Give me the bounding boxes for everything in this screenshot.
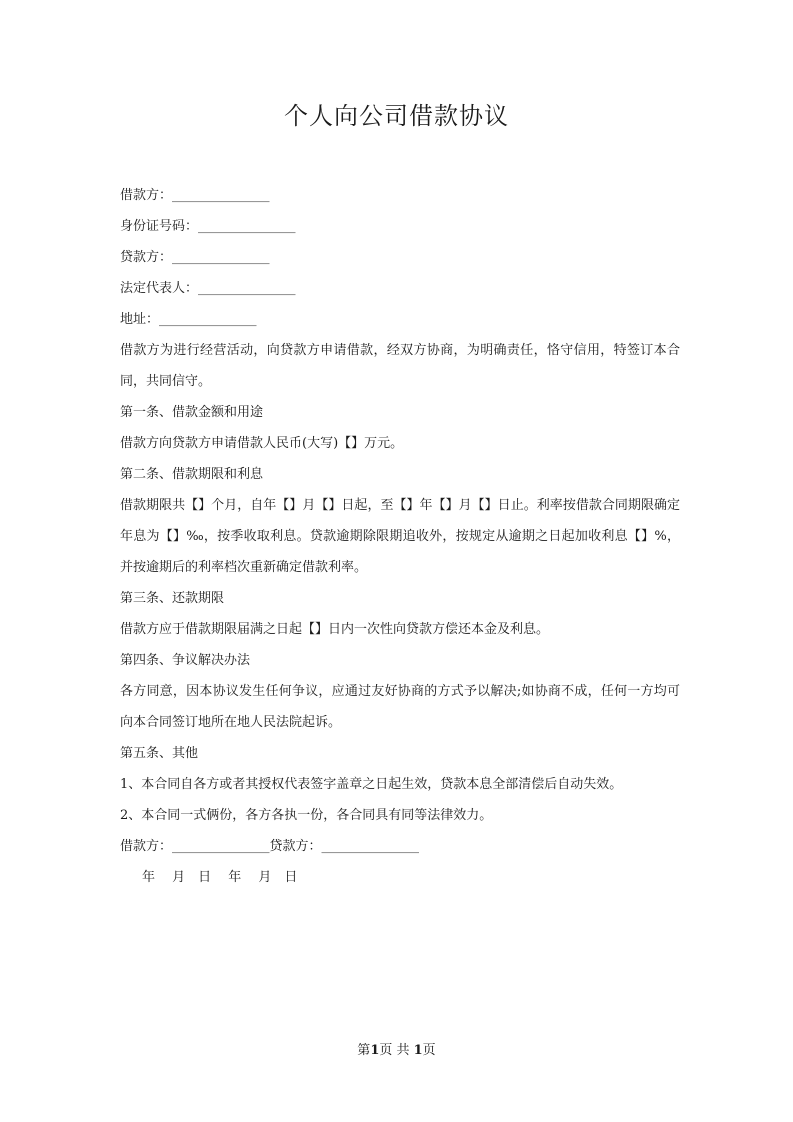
article-5-clause-2: 2、本合同一式俩份，各方各执一份，各合同具有同等法律效力。 <box>120 808 493 823</box>
address-field: 地址：_______________ <box>120 312 257 327</box>
article-5-heading: 第五条、其他 <box>120 746 199 761</box>
footer-prefix: 第 <box>357 1043 371 1058</box>
current-page-number: 1 <box>370 1043 380 1058</box>
id-number-field: 身份证号码：_______________ <box>120 219 296 234</box>
preamble-paragraph: 借款方为进行经营活动，向贷款方申请借款，经双方协商，为明确责任，恪守信用，特签订本合同，共同信守。 <box>120 343 680 389</box>
legal-representative-field: 法定代表人：_______________ <box>120 281 296 296</box>
borrower-field: 借款方：_______________ <box>120 188 270 203</box>
article-4-heading: 第四条、争议解决办法 <box>120 653 251 668</box>
lender-field: 贷款方：_______________ <box>120 250 270 265</box>
article-2-text: 借款期限共【】个月，自年【】月【】日起，至【】年【】月【】日止。利率按借款合同期限确定年息为【】‰，按季收取利息。贷款逾期除限期追收外，按规定从逾期之日起加收利息【】%，并按逾期后的利率档次重新确定借款利率。 <box>120 498 680 575</box>
footer-mid: 页 共 <box>379 1043 414 1058</box>
article-3-text: 借款方应于借款期限届满之日起【】日内一次性向贷款方偿还本金及利息。 <box>120 622 550 637</box>
date-line: 年 月 日 年 月 日 <box>142 870 298 885</box>
page-footer <box>0 1041 793 1061</box>
article-2-heading: 第二条、借款期限和利息 <box>120 467 264 482</box>
article-4-text: 各方同意，因本协议发生任何争议，应通过友好协商的方式予以解决;如协商不成，任何一方均可向本合同签订地所在地人民法院起诉。 <box>120 684 680 730</box>
signature-line: 借款方：_______________贷款方：_______________ <box>120 839 420 854</box>
document-body <box>120 180 680 893</box>
article-1-text: 借款方向贷款方申请借款人民币(大写)【】万元。 <box>120 436 404 451</box>
article-1-heading: 第一条、借款金额和用途 <box>120 405 264 420</box>
article-5-clause-1: 1、本合同自各方或者其授权代表签字盖章之日起生效，贷款本息全部清偿后自动失效。 <box>120 777 623 792</box>
document-title: 个人向公司借款协议 <box>284 102 509 130</box>
article-3-heading: 第三条、还款期限 <box>120 591 225 606</box>
footer-suffix: 页 <box>422 1043 436 1058</box>
total-page-number: 1 <box>413 1043 423 1058</box>
